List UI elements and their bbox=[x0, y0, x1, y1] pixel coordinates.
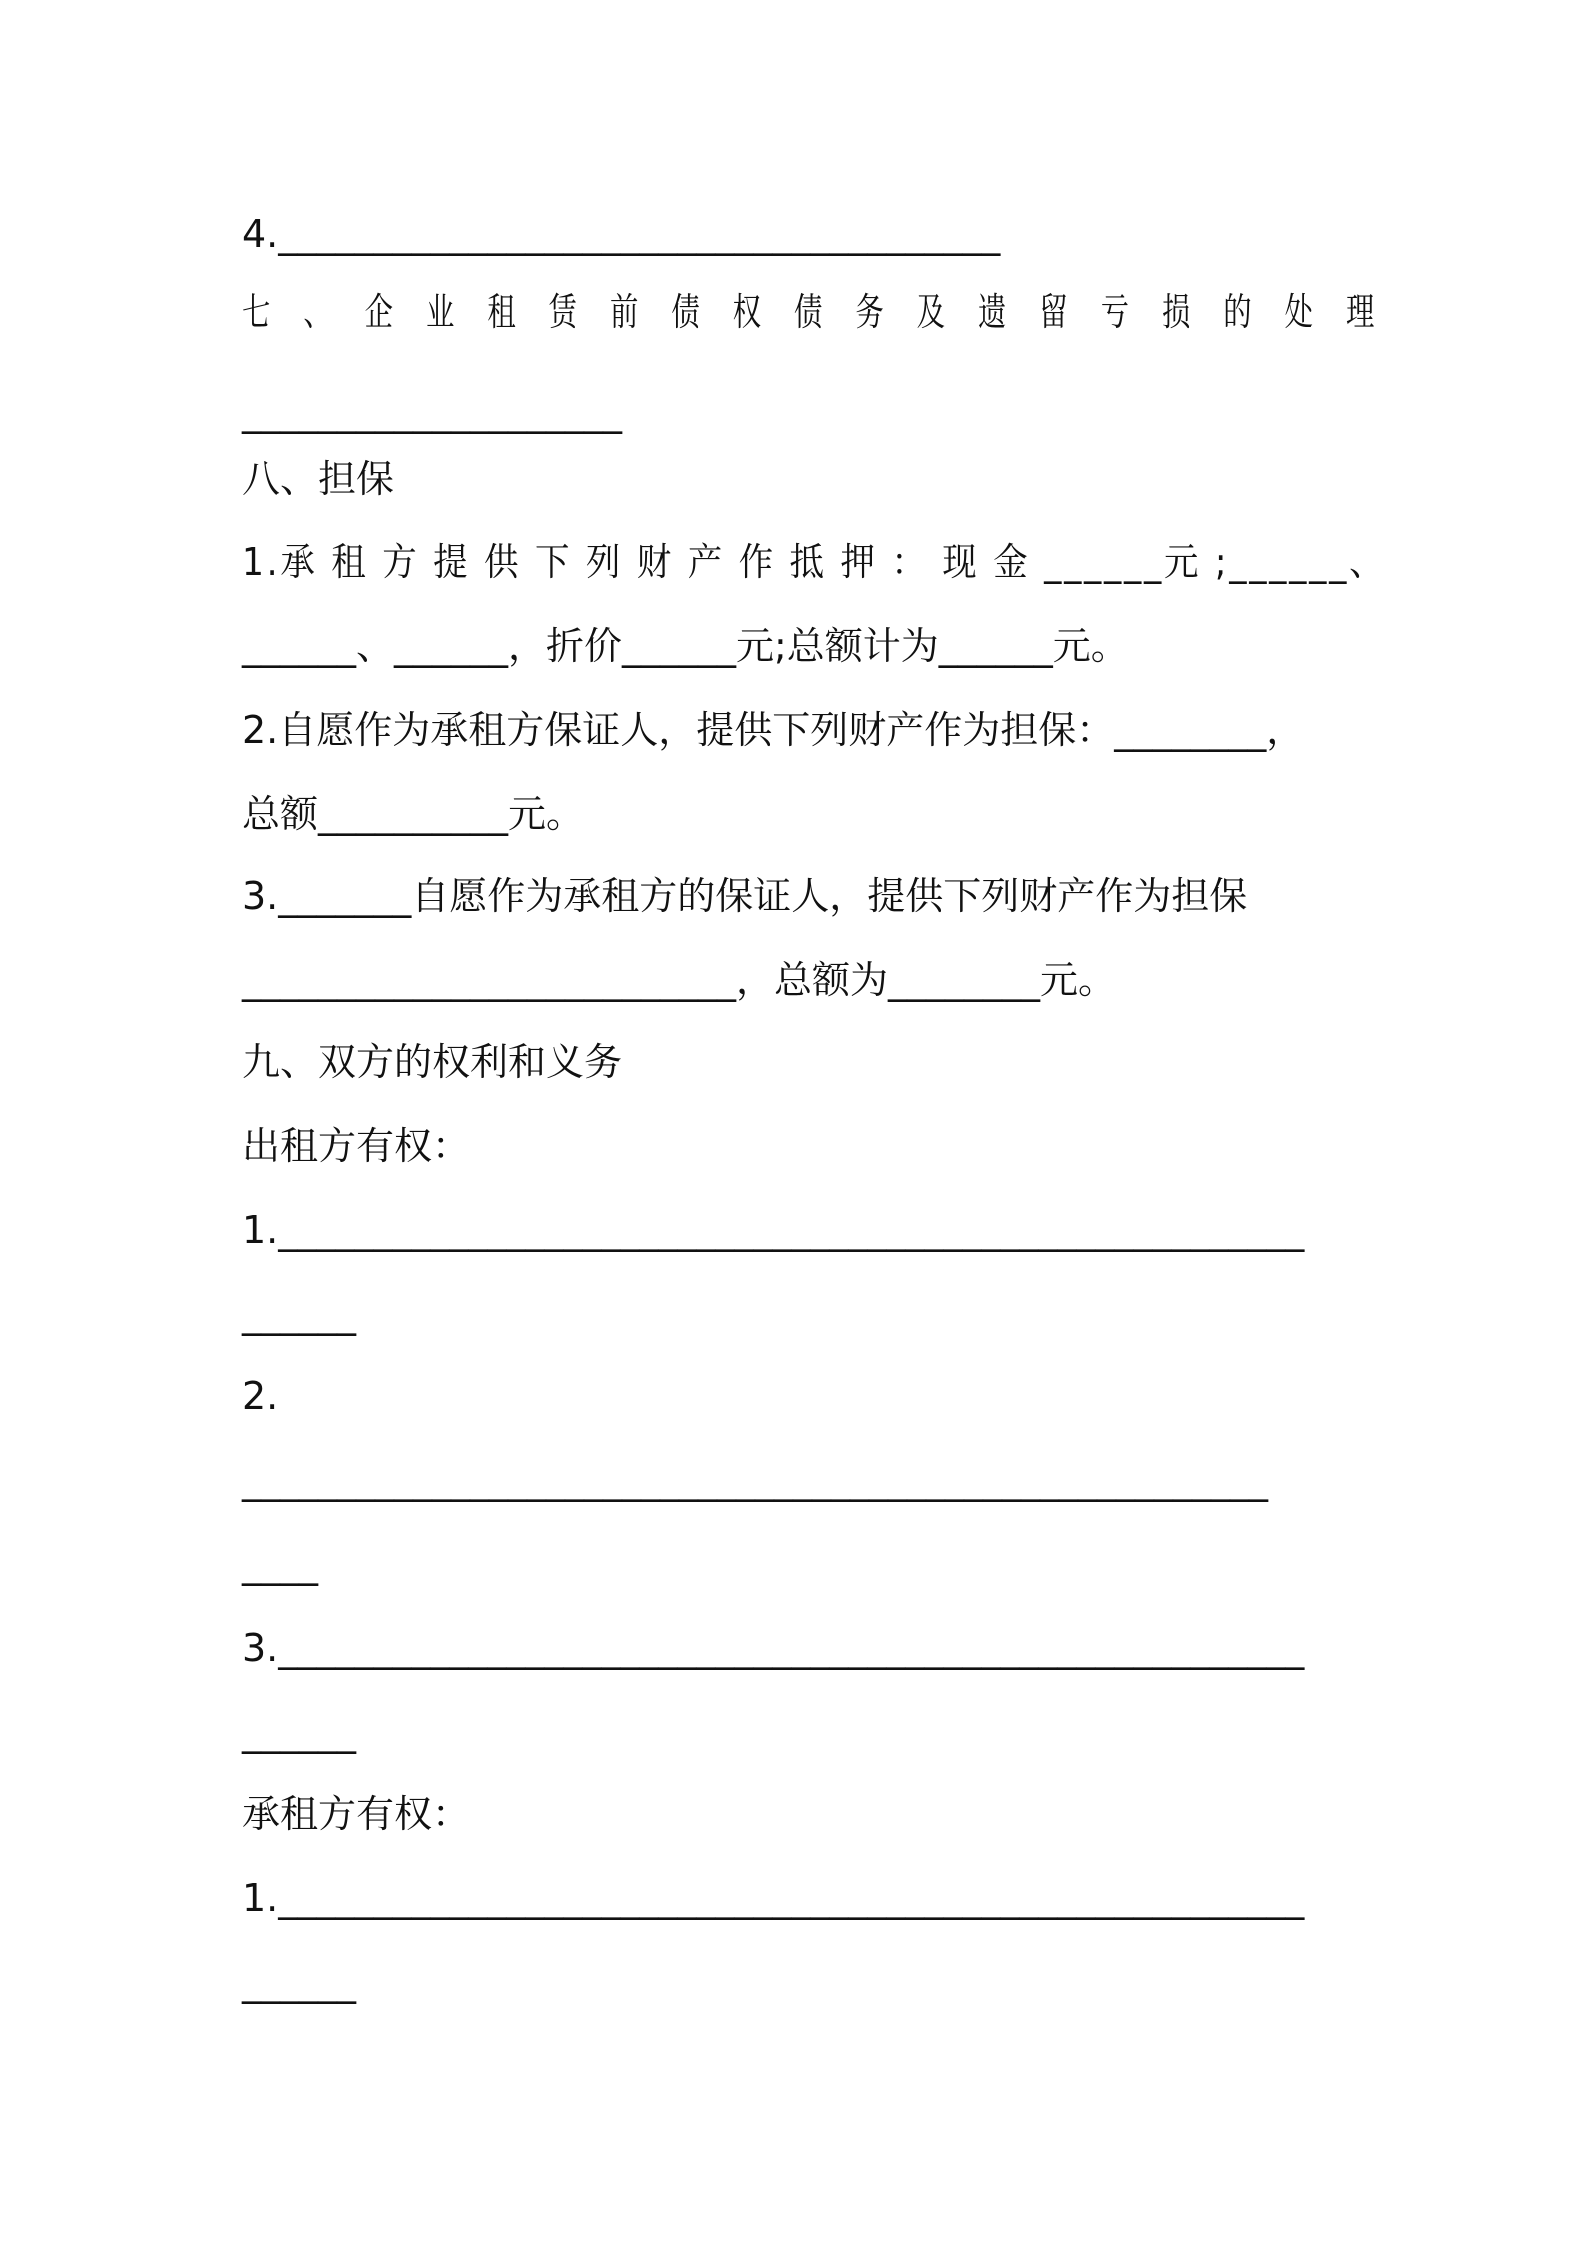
guarantee-item-3-line-1: 3._______自愿作为承租方的保证人，提供下列财产作为担保 bbox=[242, 874, 1248, 918]
lessor-right-3-line-1: 3.______________________________________________________ bbox=[242, 1626, 1305, 1670]
lessor-right-1-line-2: ______ bbox=[242, 1292, 356, 1336]
lessor-right-1-line-1: 1.______________________________________________________ bbox=[242, 1208, 1305, 1252]
section-7-heading: 七 、 企 业 租 赁 前 债 权 债 务 及 遗 留 亏 损 的 处 理 bbox=[242, 290, 1387, 334]
guarantee-item-2-line-2: 总额__________元。 bbox=[242, 792, 585, 836]
item-4-blank: 4.______________________________________ bbox=[242, 212, 1001, 256]
lessee-right-1-line-2: ______ bbox=[242, 1960, 356, 2004]
guarantee-item-1-line-1: 1.承 租 方 提 供 下 列 财 产 作 抵 押 ： 现 金 ______元 ;______、 bbox=[242, 540, 1387, 584]
lessee-right-1-line-1: 1.______________________________________________________ bbox=[242, 1876, 1305, 1920]
guarantee-item-2-line-1: 2.自愿作为承租方保证人，提供下列财产作为担保：________， bbox=[242, 708, 1305, 752]
section-9-heading: 九、双方的权利和义务 bbox=[242, 1040, 623, 1084]
guarantee-item-1-line-2: ______、______，折价______元;总额计为______元。 bbox=[242, 624, 1129, 668]
lessor-right-2-line-2: ____ bbox=[242, 1542, 318, 1586]
lessor-right-2-line-1: ______________________________________________________ bbox=[242, 1458, 1268, 1502]
lessor-right-3-line-2: ______ bbox=[242, 1710, 356, 1754]
section-7-blank: ____________________ bbox=[242, 390, 622, 434]
section-8-heading: 八、担保 bbox=[242, 457, 395, 501]
guarantee-item-3-line-2: __________________________，总额为________元。 bbox=[242, 958, 1117, 1002]
lessor-right-2-number: 2. bbox=[242, 1374, 279, 1418]
lessee-rights-heading: 承租方有权： bbox=[242, 1792, 471, 1836]
lessor-rights-heading: 出租方有权： bbox=[242, 1124, 471, 1168]
